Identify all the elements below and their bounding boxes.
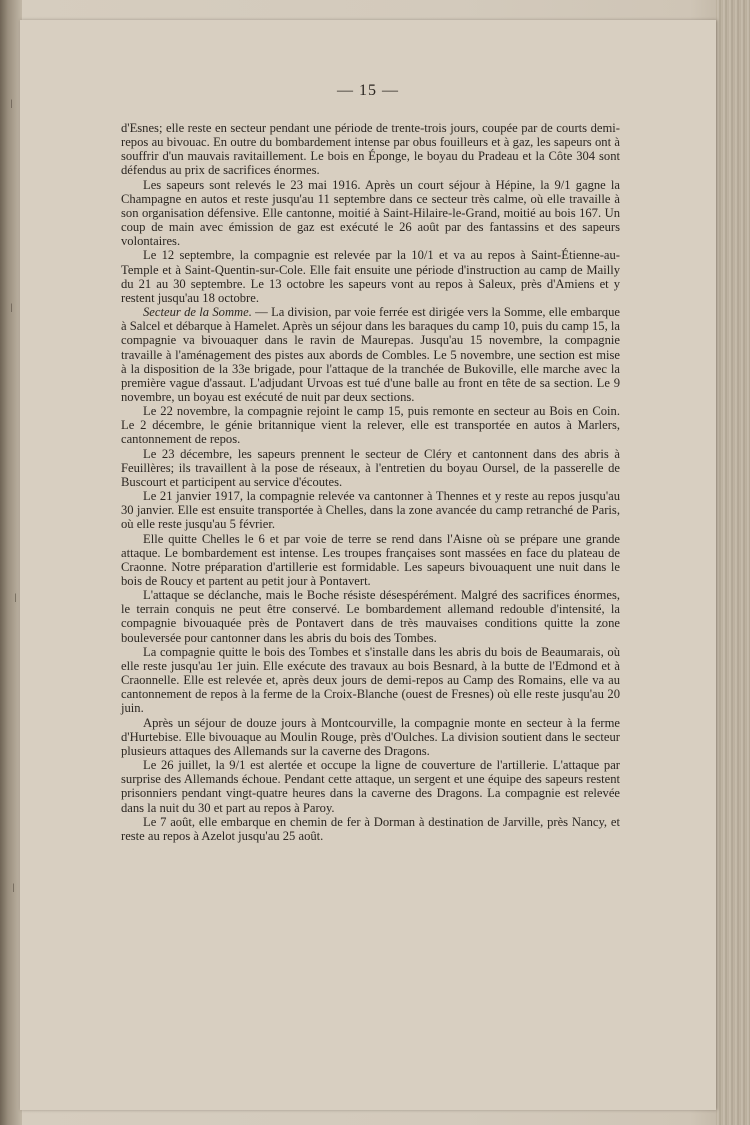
binding-stitch-mark: ǀ	[10, 300, 13, 315]
page-number: — 15 —	[337, 82, 399, 99]
paragraph: La compagnie quitte le bois des Tombes et s'installe dans les abris du bois de Beaumarais, où elle reste jusqu'au 1er juin. Elle exécute des travaux au bois Besnard, à la butte de l'Edmond et à Craonnelle. Elle est relevée et, après deux jours de demi-repos au Camp des Romains, elle va au cantonnement de repos à la ferme de la Croix-Blanche (ouest de Fresnes) où elle reste jusqu'au 20 juin.	[121, 644, 620, 716]
paragraph: Les sapeurs sont relevés le 23 mai 1916. Après un court séjour à Hépine, la 9/1 gagne la Champagne en autos et reste jusqu'au 11 septembre dans ce secteur très calme, où elle travaille à son organisation défensive. Elle cantonne, moitié à Saint-Hilaire-le-Grand, moitié au bois 167. Un coup de main avec émission de gaz est exécuté le 26 août par des fantassins et des sapeurs volontaires.	[121, 177, 620, 249]
paragraph	[121, 305, 620, 404]
stacked-page-edges	[716, 0, 750, 1125]
paragraph: Le 12 septembre, la compagnie est relevée par la 10/1 et va au repos à Saint-Étienne-au-Temple et à Saint-Quentin-sur-Cole. Elle fait ensuite une période d'instruction au camp de Mailly du 21 au 30 septembre. Le 13 octobre les sapeurs vont au repos à Saleux, près d'Amiens et y restent jusqu'au 18 octobre.	[121, 248, 620, 305]
binding-stitch-mark: ǀ	[10, 96, 13, 111]
paragraph: L'attaque se déclanche, mais le Boche résiste désespérément. Malgré des sacrifices énormes, le terrain conquis ne peut être conservé. Le bombardement allemand redouble d'intensité, la compagnie bivouaquée près de Pontavert dans de très mauvaises conditions quitte la zone bouleversée pour cantonner dans les abris du bois des Tombes.	[121, 588, 620, 645]
paragraph: Le 23 décembre, les sapeurs prennent le secteur de Cléry et cantonnent dans des abris à Feuillères; ils travaillent à la pose de réseaux, à l'entretien du boyau Oursel, de la passerelle de Buscourt et participent au service d'écoutes.	[121, 446, 620, 489]
paragraph: Après un séjour de douze jours à Montcourville, la compagnie monte en secteur à la ferme d'Hurtebise. Elle bivouaque au Moulin Rouge, près d'Oulches. La division soutient dans le secteur plusieurs attaques des Allemands sur la caverne des Dragons.	[121, 715, 620, 758]
book-page	[20, 20, 716, 1110]
paragraph-text: — La division, par voie ferrée est dirigée vers la Somme, elle embarque à Salcel et débarque à Hamelet. Après un séjour dans les baraques du camp 10, puis du camp 15, la compagnie va bivouaquer dans le ravin de Maurepas. Jusqu'au 15 novembre, la compagnie travaille à l'aménagement des pistes aux abords de Combles. Le 5 novembre, une section est mise à la disposition de la 33e brigade, pour l'attaque de la tranchée de Bukoville, elle marche avec la première vague d'assaut. L'adjudant Urvoas est tué d'une balle au front en tête de sa section. Le 9 novembre, un boyau est exécuté de nuit par deux sections.	[121, 305, 620, 404]
body-text	[121, 121, 620, 843]
binding-stitch-mark: ǀ	[12, 880, 15, 895]
paragraph: Le 22 novembre, la compagnie rejoint le camp 15, puis remonte en secteur au Bois en Coin. Le 2 décembre, le génie britannique vient la relever, elle est transportée en autos à Marlers, cantonnement de repos.	[121, 404, 620, 447]
paragraph: Elle quitte Chelles le 6 et par voie de terre se rend dans l'Aisne où se prépare une grande attaque. Le bombardement est intense. Les troupes françaises sont massées en face du plateau de Craonne. Notre préparation d'artillerie est formidable. Les sapeurs bivouaquent une nuit dans le bois de Roucy et partent au petit jour à Pontavert.	[121, 531, 620, 588]
section-heading: Secteur de la Somme.	[143, 305, 252, 320]
paragraph: Le 26 juillet, la 9/1 est alertée et occupe la ligne de couverture de l'artillerie. L'attaque par surprise des Allemands échoue. Pendant cette attaque, un sergent et une équipe des sapeurs restent prisonniers pendant vingt-quatre heures dans la caverne des Dragons. La compagnie est relevée dans la nuit du 30 et part au repos à Paroy.	[121, 758, 620, 815]
paragraph: d'Esnes; elle reste en secteur pendant une période de trente-trois jours, coupée par de courts demi-repos au bivouac. En outre du bombardement intense par obus fouilleurs et à gaz, les sapeurs ont à souffrir d'un mauvais ravitaillement. Le bois en Éponge, le boyau du Pradeau et la Côte 304 sont défendus au prix de sacrifices énormes.	[121, 121, 620, 178]
book-binding	[0, 0, 22, 1125]
binding-stitch-mark: ǀ	[14, 590, 17, 605]
paragraph: Le 7 août, elle embarque en chemin de fer à Dorman à destination de Jarville, près Nancy, et reste au repos à Azelot jusqu'au 25 août.	[121, 814, 620, 843]
paragraph: Le 21 janvier 1917, la compagnie relevée va cantonner à Thennes et y reste au repos jusqu'au 30 janvier. Elle est ensuite transportée à Chelles, dans la zone avancée du camp retranché de Paris, où elle reste jusqu'au 5 février.	[121, 489, 620, 532]
